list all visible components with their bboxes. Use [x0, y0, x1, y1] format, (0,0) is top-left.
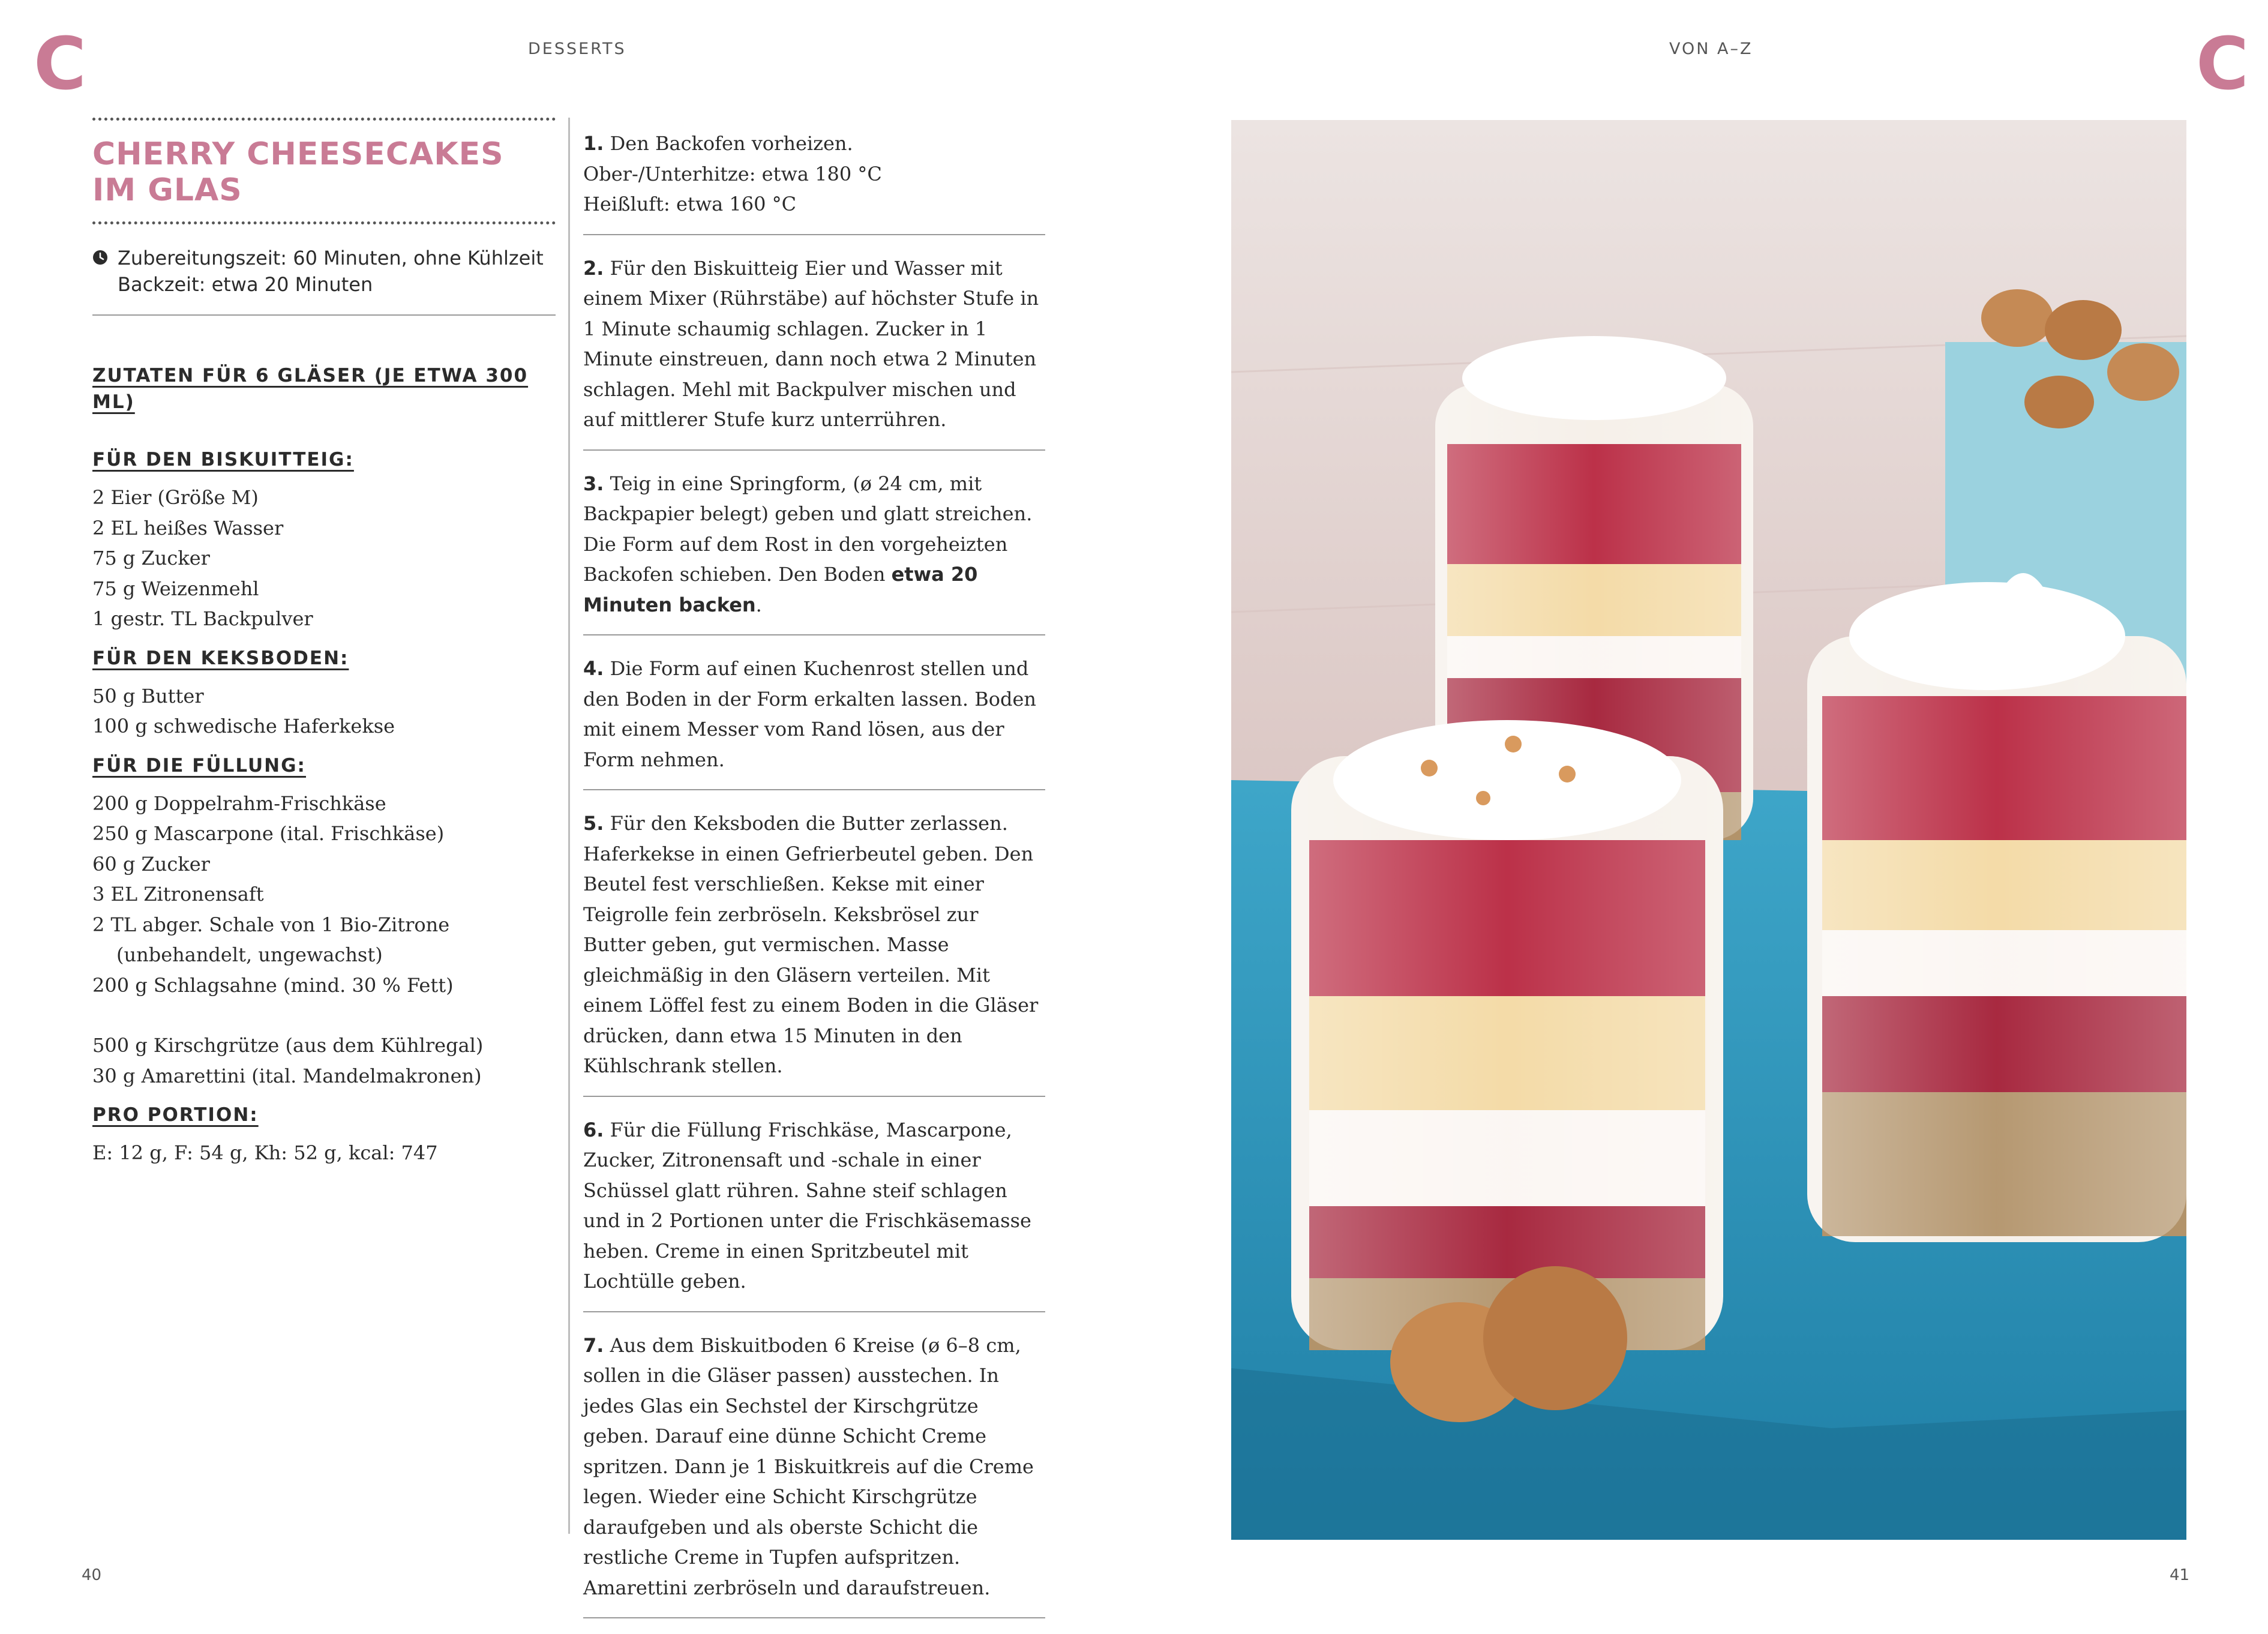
step-7 [583, 1328, 1045, 1618]
list-item: 3 EL Zitronensaft [92, 883, 264, 906]
step-text: Für die Füllung Frischkäse, Mascarpone, Zucker, Zitronensaft und -schale in einer Schüssel glatt rühren. Sahne steif schlagen und in 2 Portionen unter die Frischkäsemasse heben. Creme in einen Spritzbeutel mit Lochtülle geben. [583, 1118, 1031, 1293]
step-divider [583, 634, 1045, 635]
step-number: 7. [583, 1333, 604, 1357]
list-item: 60 g Zucker [92, 852, 210, 876]
step-2 [583, 251, 1045, 449]
step-1 [583, 126, 1045, 234]
step-6 [583, 1113, 1045, 1311]
section-heading-keksboden: FÜR DEN KEKSBODEN: [92, 647, 349, 669]
step-number: 2. [583, 256, 604, 280]
running-head-left: DESSERTS [528, 40, 626, 58]
list-item: 2 Eier (Größe M) [92, 486, 259, 509]
list-item: (unbehandelt, ungewachst) [116, 943, 383, 966]
list-item: 200 g Doppelrahm-Frischkäse [92, 791, 386, 815]
step-text: Die Form auf einen Kuchenrost stellen und den Boden in der Form erkalten lassen. Boden mit einem Messer vom Rand lösen, aus der Form nehmen. [583, 657, 1036, 771]
ingredients-heading: ZUTATEN FÜR 6 GLÄSER (JE ETWA 300 ML) [92, 365, 529, 413]
step-divider [583, 234, 1045, 235]
list-item: 2 TL abger. Schale von 1 Bio-Zitrone [92, 913, 450, 936]
step-number: 5. [583, 812, 604, 835]
jar-right [1807, 573, 2186, 1242]
step-text: Für den Keksboden die Butter zerlassen. Haferkekse in einen Gefrierbeutel geben. Den Beutel fest verschließen. Kekse mit einer Teigrolle fein zerbröseln. Keksbrösel zur Butter geben, gut vermischen. Masse gleichmäßig in den Gläsern verteilen. Mit einem Löffel fest zu einem Boden in die Gläser drücken, dann etwa 15 Minuten in den Kühlschrank stellen. [583, 812, 1039, 1077]
list-item: 250 g Mascarpone (ital. Frischkäse) [92, 822, 445, 845]
list-item: 75 g Weizenmehl [92, 577, 259, 600]
step-text: Aus dem Biskuitboden 6 Kreise (ø 6–8 cm, sollen in die Gläser passen) ausstechen. In jedes Glas ein Sechstel der Kirschgrütze geben. Darauf eine dünne Schicht Creme spritzen. Dann je 1 Biskuitkreis auf die Creme legen. Wieder eine Schicht Kirschgrütze daraufgeben und als oberste Schicht die restliche Creme in Tupfen aufspritzen. Amarettini zerbröseln und daraufstreuen. [583, 1333, 1034, 1599]
running-head-right: VON A–Z [1669, 40, 1753, 58]
step-divider [583, 1617, 1045, 1618]
list-item: E: 12 g, F: 54 g, Kh: 52 g, kcal: 747 [92, 1141, 438, 1164]
chapter-letter-left: C [34, 23, 87, 106]
list-item: 100 g schwedische Haferkekse [92, 715, 395, 737]
list-item: 1 gestr. TL Backpulver [92, 607, 313, 630]
list-item: 75 g Zucker [92, 547, 210, 569]
time-info [92, 245, 556, 298]
cheesecake-jars-illustration [1231, 120, 2186, 1540]
ingredient-list-fuellung [92, 788, 556, 1092]
meta-divider [92, 314, 556, 316]
recipe-photo [1231, 120, 2186, 1540]
jar-front [1291, 720, 1723, 1350]
section-heading-biskuitteig: FÜR DEN BISKUITTEIG: [92, 449, 354, 470]
page-number-right: 41 [2170, 1566, 2190, 1584]
clock-icon [92, 250, 108, 265]
ingredient-list-keksboden [92, 681, 556, 742]
ingredients-column [92, 118, 556, 1168]
section-heading-fuellung: FÜR DIE FÜLLUNG: [92, 754, 306, 776]
step-divider [583, 1311, 1045, 1312]
section-heading-portion: PRO PORTION: [92, 1104, 259, 1126]
step-number: 3. [583, 472, 604, 495]
bake-time: Backzeit: etwa 20 Minuten [118, 273, 373, 296]
list-item: 30 g Amarettini (ital. Mandelmakronen) [92, 1064, 482, 1087]
list-item: 2 EL heißes Wasser [92, 516, 284, 539]
amarettini-cookie [1483, 1266, 1627, 1410]
step-3 [583, 466, 1045, 635]
step-number: 4. [583, 657, 604, 680]
steps-column [583, 126, 1045, 1634]
step-number: 6. [583, 1118, 604, 1141]
list-item: 50 g Butter [92, 684, 204, 707]
step-text: Den Backofen vorheizen. [604, 132, 853, 155]
column-divider [568, 118, 570, 1534]
title-bottom-divider [92, 221, 556, 224]
step-text-line: Heißluft: etwa 160 °C [583, 193, 797, 215]
step-4 [583, 651, 1045, 789]
step-text: Für den Biskuitteig Eier und Wasser mit einem Mixer (Rührstäbe) auf höchster Stufe in 1 Minute schaumig schlagen. Zucker in 1 Minute einstreuen, dann noch etwa 2 Minuten schlagen. Mehl mit Backpulver mischen und auf mittlerer Stufe kurz unterrühren. [583, 256, 1039, 431]
recipe-title [92, 136, 556, 208]
recipe-title-line1: CHERRY CHEESECAKES [92, 136, 504, 172]
list-item: 200 g Schlagsahne (mind. 30 % Fett) [92, 973, 454, 997]
step-text-bold: etwa 20 Minuten backen [583, 563, 978, 616]
ingredient-list-biskuitteig [92, 482, 556, 634]
recipe-title-line2: IM GLAS [92, 172, 242, 208]
step-text-line: Ober-/Unterhitze: etwa 180 °C [583, 162, 882, 185]
step-divider [583, 1096, 1045, 1097]
step-divider [583, 449, 1045, 451]
step-number: 1. [583, 132, 604, 155]
step-divider [583, 789, 1045, 790]
step-5 [583, 806, 1045, 1096]
title-top-divider [92, 118, 556, 121]
page-number-left: 40 [82, 1566, 102, 1584]
list-item: 500 g Kirschgrütze (aus dem Kühlregal) [92, 1034, 484, 1057]
nutrition-info [92, 1138, 556, 1168]
prep-time: Zubereitungszeit: 60 Minuten, ohne Kühlzeit [118, 247, 544, 269]
chapter-letter-right: C [2196, 23, 2249, 106]
step-text: Teig in eine Springform, (ø 24 cm, mit Backpapier belegt) geben und glatt streichen. Die Form auf dem Rost in den vorgeheizten Backofen schieben. Den Boden [583, 472, 1033, 586]
step-text-tail: . [755, 593, 762, 616]
